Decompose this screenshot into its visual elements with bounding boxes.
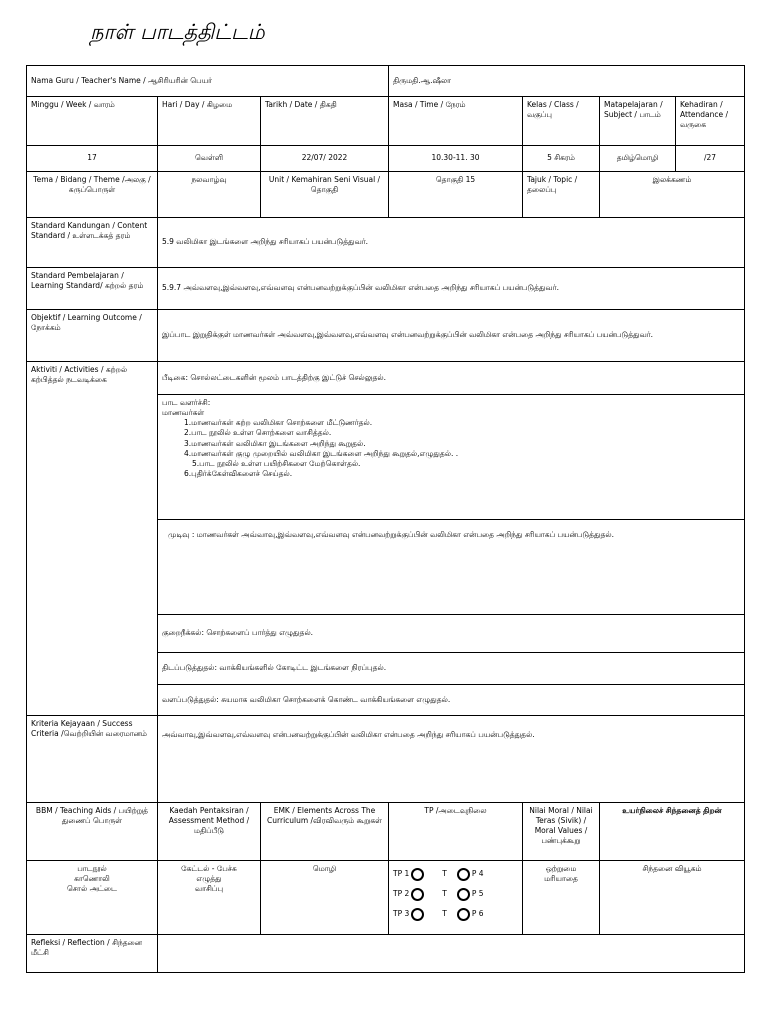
teacher-name: திருமதி.ஆ.ஷீலா [389, 66, 745, 97]
lesson-plan-table [26, 65, 745, 973]
learning-standard-label: Standard Pembelajaran / Learning Standard/ கற்றல் தரம் [27, 268, 158, 310]
topic-value: இலக்கணம் [600, 172, 745, 218]
activity-enrichment: வளப்படுத்துதல்: சுயமாக வலிமிகா சொற்களைக் கொண்ட வாக்கியங்களை எழுதுதல். [158, 685, 745, 716]
objective-row [27, 310, 745, 362]
tp-left-label: TP 3 [393, 908, 410, 918]
content-standard-row [27, 218, 745, 268]
content-standard-label: Standard Kandungan / Content Standard / உள்ளடக்கத் தரம் [27, 218, 158, 268]
assessment-item: வாசிப்பு [194, 884, 224, 894]
header-row [27, 97, 745, 146]
development-subtitle: மாணவர்கள் [162, 408, 205, 418]
tp-checkbox-circle[interactable] [457, 908, 470, 921]
attendance-value: /27 [676, 146, 745, 172]
moral-header: Nilai Moral / Nilai Teras (Sivik) / Moral Values / பண்புக்கூறு [523, 803, 600, 861]
content-standard-value: 5.9 வலிமிகா இடங்களை அறிந்து சரியாகப் பயன்படுத்துவர். [158, 218, 745, 268]
day-value: வெள்ளி [158, 146, 261, 172]
learning-standard-value: 5.9.7 அவ்வளவு,இவ்வளவு,எவ்வளவு என்பனவற்றுக்குப்பின் வலிமிகா என்பதை அறிந்து சரியாகப் பயன்படுத்துவர். [158, 268, 745, 310]
activity-closing: முடிவு : மாணவர்கள் அவ்வாவு,இவ்வளவு,எவ்வளவு என்பனவற்றுக்குப்பின் வலிமிகா என்பதை அறிந்து சரியாகப் பயன்படுத்துதல். [158, 520, 745, 615]
unit-label: Unit / Kemahiran Seni Visual / தொகுதி [261, 172, 389, 218]
subject-header: Matapelajaran / Subject / பாடம் [600, 97, 676, 146]
tp-checkbox-circle[interactable] [411, 868, 424, 881]
activity-step: 5.பாட நூலில் உள்ள பயிற்சிகளை மேற்கொள்தல். [192, 458, 361, 468]
activity-intro: பீடிகை: சொல்லட்டைகளின் மூலம் பாடத்திற்கு இட்டுச் செல்லுதல். [158, 362, 745, 395]
activity-remedial: குறைநீக்கல்: சொற்களைப் பார்த்து எழுதுதல். [158, 615, 745, 653]
tp-level-row [393, 884, 518, 904]
tp-checkbox-circle[interactable] [411, 888, 424, 901]
assessment-header: Kaedah Pentaksiran / Assessment Method / மதிப்பீடு [158, 803, 261, 861]
development-title: பாட வளர்ச்சி: [162, 398, 211, 407]
class-header: Kelas / Class / வகுப்பு [523, 97, 600, 146]
activity-development [158, 395, 745, 520]
tp-right-label: P 6 [471, 908, 484, 918]
tp-left-label: TP 1 [393, 868, 410, 878]
tp-right-label: P 5 [471, 888, 484, 898]
moral-item: மரியாதை [544, 874, 578, 884]
time-value: 10.30-11. 30 [389, 146, 523, 172]
learning-standard-row [27, 268, 745, 310]
objective-label: Objektif / Learning Outcome / நோக்கம் [27, 310, 158, 362]
activities-label: Aktiviti / Activities / கற்றல் கற்பித்தல் நடவடிக்கை [27, 362, 158, 716]
reflection-row [27, 935, 745, 973]
time-header: Masa / Time / நேரம் [389, 97, 523, 146]
assessment-item: கேட்டல் - பேச்சு [181, 864, 237, 873]
reflection-value[interactable] [158, 935, 745, 973]
criteria-row [27, 716, 745, 803]
attendance-header: Kehadiran / Attendance / வருகை [676, 97, 745, 146]
page-title: நாள் பாடத்திட்டம் [90, 20, 265, 44]
day-header: Hari / Day / கிழமை [158, 97, 261, 146]
date-value: 22/07/ 2022 [261, 146, 389, 172]
moral-values [523, 861, 600, 935]
bottom-header-row [27, 803, 745, 861]
bottom-values-row [27, 861, 745, 935]
tp-mid-label: T [442, 908, 447, 918]
activity-step: 4.மாணவர்கள் குழு முறையில் வலிமிகா இடங்களை அறிந்து கூறுதல்,எழுதுதல். . [184, 448, 459, 458]
bbm-item: பாடநூல் [77, 864, 107, 873]
class-value: 5 சிகரம் [523, 146, 600, 172]
bbm-item: காணொலி [74, 874, 110, 884]
activity-intro-row [27, 362, 745, 395]
activity-step: 2.பாட நூலில் உள்ள சொற்களை வாசித்தல். [184, 428, 332, 438]
values-row [27, 146, 745, 172]
criteria-label: Kriteria Kejayaan / Success Criteria /வெற்றியின் வரைமானம் [27, 716, 158, 803]
emk-header: EMK / Elements Across The Curriculum /விரவிவரும் கூறுகள் [261, 803, 389, 861]
bbm-item: சொல் அட்டை [67, 884, 117, 894]
tp-header: TP /அடைவுநிலை [389, 803, 523, 861]
tp-mid-label: T [442, 868, 447, 878]
emk-value: மொழி [261, 861, 389, 935]
week-value: 17 [27, 146, 158, 172]
unit-value: தொகுதி 15 [389, 172, 523, 218]
tp-right-label: P 4 [471, 868, 484, 878]
activity-steps [162, 418, 740, 479]
tp-mid-label: T [442, 888, 447, 898]
activity-reinforcement: திடப்படுத்துதல்: வாக்கியங்களில் கோடிட்ட இடங்களை நிரப்புதல். [158, 653, 745, 685]
reflection-label: Refleksi / Reflection / சிந்தனை மீட்சி [27, 935, 158, 973]
assessment-values [158, 861, 261, 935]
teacher-row [27, 66, 745, 97]
tp-checkbox-circle[interactable] [411, 908, 424, 921]
hots-value: சிந்தனை வியூகம் [600, 861, 745, 935]
bbm-values [27, 861, 158, 935]
tp-level-row [393, 864, 518, 884]
topic-label: Tajuk / Topic / தலைப்பு [523, 172, 600, 218]
theme-row [27, 172, 745, 218]
activity-step: 1.மாணவர்கள் கற்ற வலிமிகா சொற்களை மீட்டுணர்தல். [184, 418, 373, 428]
criteria-value: அவ்வாவு,இவ்வளவு,எவ்வளவு என்பனவற்றுக்குப்பின் வலிமிகா என்பதை அறிந்து சரியாகப் பயன்படுத்துதல். [158, 716, 745, 803]
tp-left-label: TP 2 [393, 888, 410, 898]
tp-checkbox-circle[interactable] [457, 868, 470, 881]
moral-item: ஒற்றுமை [545, 864, 577, 873]
activity-step: 6.புதிர்க்கேள்விகளைச் செய்தல். [184, 468, 293, 478]
objective-value: இப்பாட இறுதிக்குள் மாணவர்கள் அவ்வளவு,இவ்வளவு,எவ்வளவு என்பனவற்றுக்குப்பின் வலிமிகா என்பதை அறிந்து சரியாகப் பயன்படுத்துவர். [158, 310, 745, 362]
theme-value: நலவாழ்வு [158, 172, 261, 218]
tp-level-row [393, 904, 518, 924]
subject-value: தமிழ்மொழி [600, 146, 676, 172]
assessment-item: எழுத்து [196, 874, 222, 884]
tp-checkbox-circle[interactable] [457, 888, 470, 901]
activity-step: 3.மாணவர்கள் வலிமிகா இடங்களை அறிந்து கூறுதல். [184, 438, 366, 448]
tp-levels [389, 861, 523, 935]
theme-label: Tema / Bidang / Theme /அலகு / கருப்பொருள் [27, 172, 158, 218]
date-header: Tarikh / Date / திகதி [261, 97, 389, 146]
week-header: Minggu / Week / வாரம் [27, 97, 158, 146]
teacher-label: Nama Guru / Teacher's Name / ஆசிரியரின் பெயர் [27, 66, 389, 97]
hots-header: உயர்நிலைச் சிந்தனைத் திறன் [600, 803, 745, 861]
bbm-header: BBM / Teaching Aids / பயிற்றுத் துணைப் பொருள் [27, 803, 158, 861]
